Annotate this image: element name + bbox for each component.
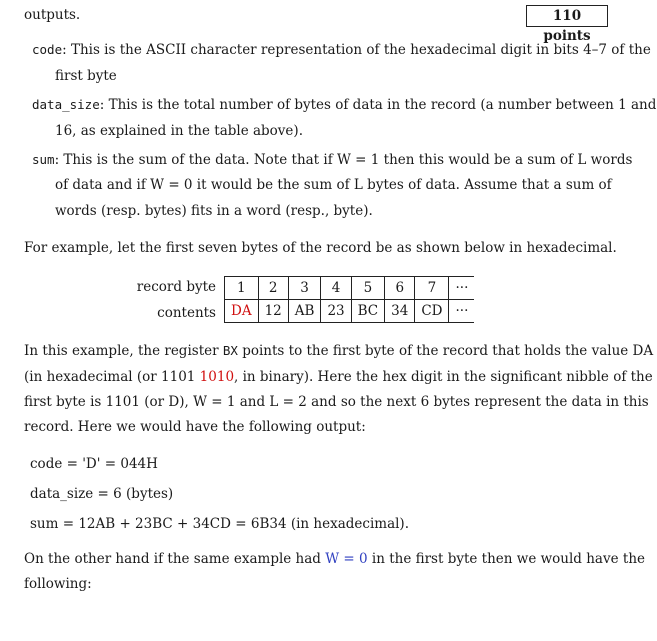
byte-cell: 7 xyxy=(415,277,449,300)
content-cell-ellipsis: ··· xyxy=(449,300,474,323)
byte-cell: 3 xyxy=(288,277,321,300)
content-cell-highlight: DA xyxy=(225,300,259,323)
definition-code-line1: : This is the ASCII character representation of the hexadecimal digit in bits 4–7 of the xyxy=(62,42,651,58)
explanation-line1-a: In this example, the register xyxy=(24,343,223,359)
content-cell: 12 xyxy=(258,300,288,323)
content-cell: AB xyxy=(288,300,321,323)
explanation-line2-a: (in hexadecimal (or 1101 xyxy=(24,369,200,385)
closing-line2: following: xyxy=(24,576,92,592)
explanation-line2 xyxy=(24,364,653,390)
definition-sum-line1: : This is the sum of the data. Note that if W = 1 then this would be a sum of L words xyxy=(54,152,633,168)
record-byte-row xyxy=(225,277,475,300)
closing-line1 xyxy=(24,546,645,572)
closing-line1-a: On the other hand if the same example had xyxy=(24,551,326,567)
definition-sum-line3: words (resp. bytes) fits in a word (resp., byte). xyxy=(55,203,373,219)
explanation-line1 xyxy=(24,338,653,364)
outputs-word: outputs. xyxy=(24,7,81,23)
content-cell: BC xyxy=(351,300,385,323)
content-cell: CD xyxy=(415,300,449,323)
row-label-record-byte: record byte xyxy=(136,279,216,295)
definition-data-size xyxy=(32,92,656,118)
byte-cell: 5 xyxy=(351,277,385,300)
explanation-line4: record. Here we would have the following output: xyxy=(24,419,366,435)
contents-row xyxy=(225,300,475,323)
explanation-line2-b: , in binary). Here the hex digit in the significant nibble of the xyxy=(234,369,653,385)
binary-highlight: 1010 xyxy=(199,369,235,385)
explanation-line3: first byte is 1101 (or D), W = 1 and L = 2 and so the next 6 bytes represent the data in this xyxy=(24,394,649,410)
definition-code-line2: first byte xyxy=(55,68,117,84)
example-intro: For example, let the first seven bytes of the record be as shown below in hexadecimal. xyxy=(24,240,617,256)
record-table xyxy=(224,276,474,323)
term-sum: sum xyxy=(32,152,55,167)
w-zero-highlight: W = 0 xyxy=(325,551,368,567)
content-cell: 34 xyxy=(385,300,415,323)
output-data-size-line: data_size = 6 (bytes) xyxy=(30,486,174,502)
term-data-size: data_size xyxy=(32,97,100,112)
register-bx: BX xyxy=(222,343,238,358)
byte-cell-ellipsis: ··· xyxy=(449,277,474,300)
byte-cell: 4 xyxy=(321,277,351,300)
definition-sum-line2: of data and if W = 0 it would be the sum of L bytes of data. Assume that a sum of xyxy=(55,177,612,193)
output-sum-line: sum = 12AB + 23BC + 34CD = 6B34 (in hexadecimal). xyxy=(30,516,409,532)
definition-sum xyxy=(32,147,632,173)
byte-cell: 2 xyxy=(258,277,288,300)
content-cell: 23 xyxy=(321,300,351,323)
definition-data-size-line1: : This is the total number of bytes of data in the record (a number between 1 and xyxy=(99,97,657,113)
definition-code xyxy=(32,37,651,63)
term-code: code xyxy=(32,42,63,57)
explanation-line1-b: points to the first byte of the record that holds the value DA xyxy=(237,343,654,359)
definition-data-size-line2: 16, as explained in the table above). xyxy=(55,123,303,139)
points-badge: 110 points xyxy=(526,5,608,27)
byte-cell: 1 xyxy=(225,277,259,300)
closing-line1-b: in the first byte then we would have the xyxy=(367,551,645,567)
output-code-line: code = 'D' = 044H xyxy=(30,456,158,472)
byte-cell: 6 xyxy=(385,277,415,300)
row-label-contents: contents xyxy=(157,305,216,321)
